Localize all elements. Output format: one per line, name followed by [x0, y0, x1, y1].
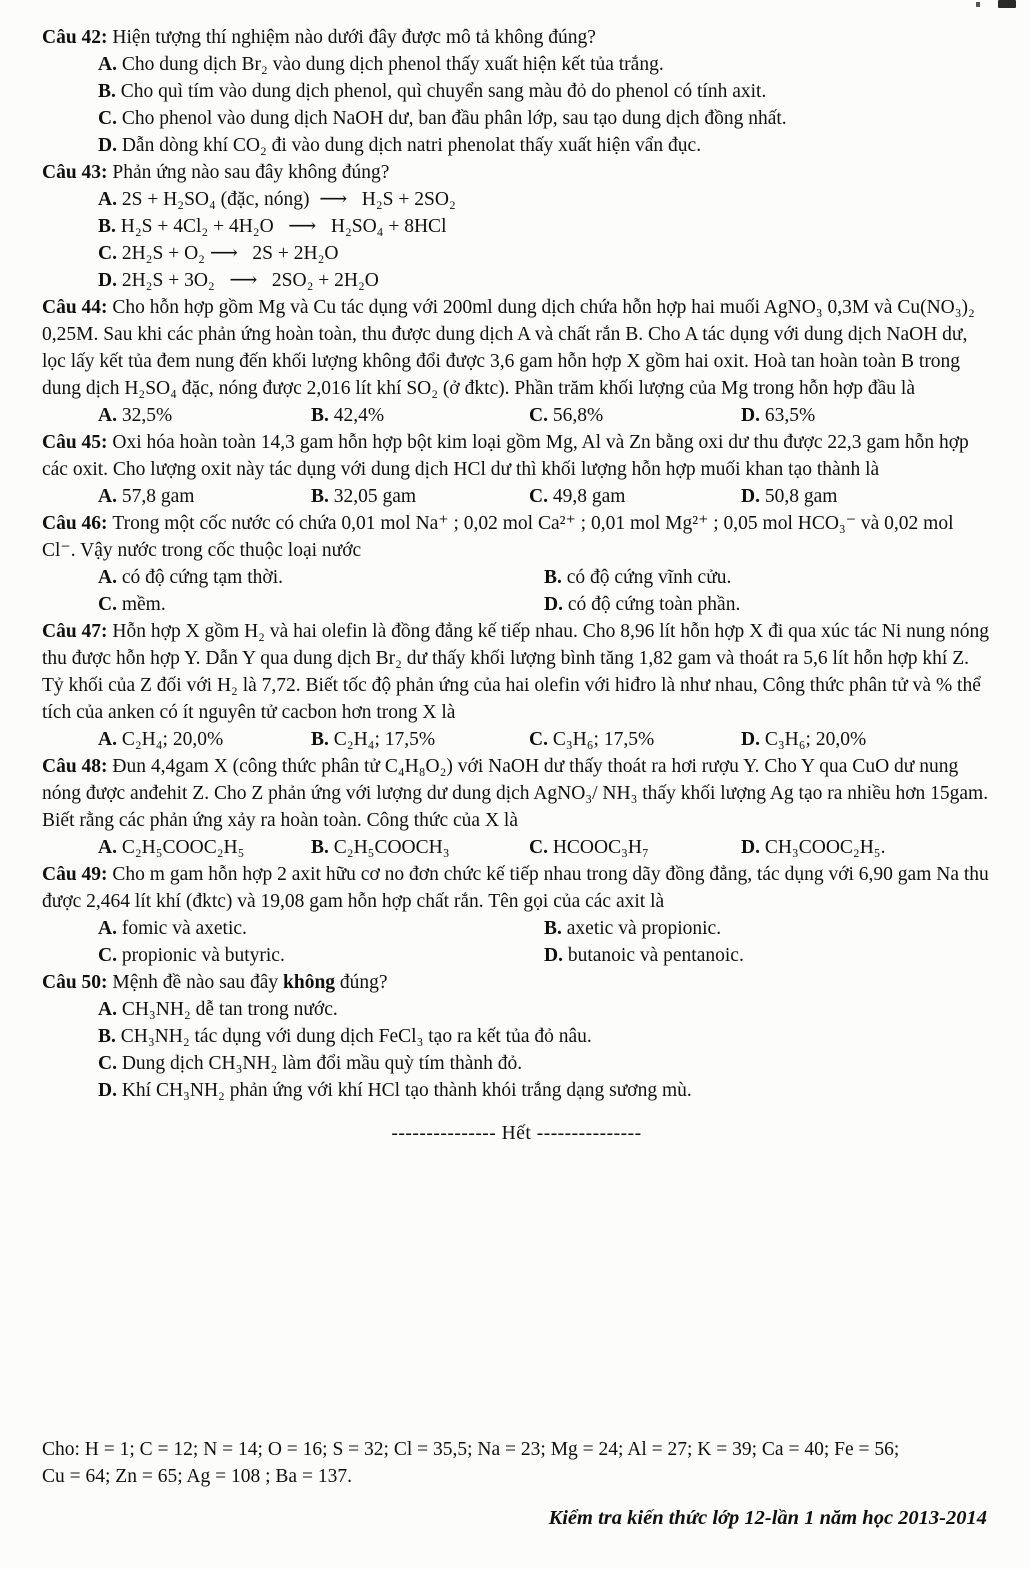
option-b — [311, 483, 529, 510]
option-text: 2H₂S + O₂ ⟶ 2S + 2H₂O — [121, 243, 339, 264]
option-text: 63,5% — [764, 405, 816, 426]
option-letter: A. — [98, 999, 122, 1020]
option-letter: A. — [98, 189, 122, 210]
option-letter: C. — [529, 405, 553, 426]
option-b — [311, 726, 529, 753]
option-letter: A. — [98, 837, 122, 858]
option-text: có độ cứng tạm thời. — [121, 567, 283, 588]
option-text: 49,8 gam — [552, 486, 626, 507]
option-text: C₂H₄; 20,0% — [121, 729, 224, 750]
option-text: Cho dung dịch Br₂ vào dung dịch phenol thấy xuất hiện kết tủa trắng. — [121, 54, 664, 75]
question-48 — [42, 753, 991, 861]
option-text: CH₃COOC₂H₅. — [764, 837, 886, 858]
option-letter: B. — [98, 81, 121, 102]
option-a — [98, 915, 544, 942]
question-49 — [42, 861, 991, 969]
options — [98, 996, 991, 1104]
option-c — [529, 483, 741, 510]
option-letter: C. — [98, 1053, 122, 1074]
option-letter: C. — [529, 837, 553, 858]
end-marker: --------------- Hết --------------- — [391, 1123, 642, 1144]
option-letter: B. — [311, 837, 334, 858]
option-text: HCOOC₃H₇ — [552, 837, 649, 858]
option-b — [544, 915, 991, 942]
question-label: Câu 43: — [42, 162, 113, 183]
options — [98, 402, 991, 429]
option-letter: B. — [98, 1026, 121, 1047]
atomic-masses-line1: Cho: H = 1; C = 12; N = 14; O = 16; S = 32; Cl = 35,5; Na = 23; Mg = 24; Al = 27; K = 39; Ca = 40; Fe = 56; — [42, 1439, 900, 1460]
option-text: Khí CH₃NH₂ phản ứng với khí HCl tạo thành khói trắng dạng sương mù. — [121, 1080, 692, 1101]
question-43 — [42, 159, 991, 294]
question-stem — [42, 294, 991, 402]
option-letter: C. — [98, 945, 122, 966]
question-50 — [42, 969, 991, 1104]
option-letter: A. — [98, 567, 122, 588]
question-stem — [42, 24, 991, 51]
option-letter: B. — [311, 405, 334, 426]
option-text: CH₃NH₂ dễ tan trong nước. — [121, 999, 338, 1020]
option-d — [741, 483, 991, 510]
option-letter: A. — [98, 729, 122, 750]
option-b — [98, 78, 991, 105]
question-label: Câu 50: — [42, 972, 113, 993]
option-letter: C. — [98, 594, 122, 615]
option-letter: D. — [544, 945, 568, 966]
option-letter: D. — [544, 594, 568, 615]
option-c — [529, 834, 741, 861]
option-letter: D. — [98, 270, 122, 291]
option-letter: B. — [311, 486, 334, 507]
question-44 — [42, 294, 991, 429]
option-a — [98, 186, 991, 213]
option-text: 2S + H₂SO₄ (đặc, nóng) ⟶ H₂S + 2SO₂ — [121, 189, 456, 210]
option-text: Cho phenol vào dung dịch NaOH dư, ban đầu phân lớp, sau tạo dung dịch đồng nhất. — [121, 108, 787, 129]
question-stem — [42, 618, 991, 726]
question-label: Câu 45: — [42, 432, 113, 453]
option-d — [98, 132, 991, 159]
question-42 — [42, 24, 991, 159]
option-a — [98, 726, 311, 753]
stem-text: Hỗn hợp X gồm H₂ và hai olefin là đồng đẳng kế tiếp nhau. Cho 8,96 lít hỗn hợp X đi qua xúc tác Ni nung nóng thu được hỗn hợp Y. Dẫn Y qua dung dịch Br₂ dư thấy khối lượng bình tăng 1,82 gam và thoát ra 5,6 lít hỗn hợp khí Z. Tỷ khối của Z đối với H₂ là 7,72. Biết tốc độ phản ứng của hai olefin với hiđro là như nhau, Công thức phân tử và % thể tích của anken có ít nguyên tử cacbon hơn trong X là — [42, 621, 990, 723]
stem-text: Đun 4,4gam X (công thức phân tử C₄H₈O₂) với NaOH dư thấy thoát ra hơi rượu Y. Cho Y qua CuO dư nung nóng được anđehit Z. Cho Z phản ứng với lượng dư dung dịch AgNO₃/ NH₃ thấy khối lượng Ag tạo ra nhiều hơn 15gam. Biết rằng các phản ứng xảy ra hoàn toàn. Công thức của X là — [42, 756, 989, 831]
option-letter: D. — [98, 135, 122, 156]
option-letter: D. — [741, 405, 765, 426]
option-a — [98, 402, 311, 429]
option-text: Dẫn dòng khí CO₂ đi vào dung dịch natri phenolat thấy xuất hiện vẩn đục. — [121, 135, 702, 156]
atomic-masses — [42, 1436, 992, 1490]
question-label: Câu 48: — [42, 756, 113, 777]
option-text: fomic và axetic. — [121, 918, 247, 939]
stem-text: Cho m gam hỗn hợp 2 axit hữu cơ no đơn chức kế tiếp nhau trong dãy đồng đẳng, tác dụng với 6,90 gam Na thu được 2,464 lít khí (đktc) và 19,08 gam hỗn hợp chất rắn. Tên gọi của các axit là — [42, 864, 989, 912]
options — [98, 51, 991, 159]
option-d — [741, 834, 991, 861]
options — [98, 564, 991, 618]
question-label: Câu 49: — [42, 864, 113, 885]
option-b — [311, 402, 529, 429]
scan-smudge — [998, 0, 1016, 8]
option-text: có độ cứng toàn phần. — [567, 594, 741, 615]
option-letter: C. — [98, 243, 122, 264]
question-label: Câu 42: — [42, 27, 113, 48]
option-text: C₂H₄; 17,5% — [333, 729, 436, 750]
option-text: H₂S + 4Cl₂ + 4H₂O ⟶ H₂SO₄ + 8HCl — [120, 216, 447, 237]
question-47 — [42, 618, 991, 753]
option-d — [544, 942, 991, 969]
option-text: 2H₂S + 3O₂ ⟶ 2SO₂ + 2H₂O — [121, 270, 379, 291]
option-d — [544, 591, 991, 618]
option-text: C₃H₆; 20,0% — [764, 729, 867, 750]
option-text: 32,05 gam — [333, 486, 417, 507]
option-a — [98, 564, 544, 591]
option-a — [98, 483, 311, 510]
scan-dot — [976, 2, 980, 7]
question-stem — [42, 969, 991, 996]
option-c — [98, 105, 991, 132]
question-stem — [42, 753, 991, 834]
option-b — [311, 834, 529, 861]
options — [98, 726, 991, 753]
stem-text: Mệnh đề nào sau đây — [112, 972, 283, 993]
option-letter: D. — [741, 837, 765, 858]
question-label: Câu 47: — [42, 621, 113, 642]
option-text: C₃H₆; 17,5% — [552, 729, 655, 750]
option-a — [98, 834, 311, 861]
option-c — [98, 240, 991, 267]
option-text: có độ cứng vĩnh cửu. — [566, 567, 732, 588]
questions — [42, 24, 991, 1104]
option-b — [98, 213, 991, 240]
question-46 — [42, 510, 991, 618]
footer-note: Kiểm tra kiến thức lớp 12-lần 1 năm học 2013-2014 — [548, 1507, 987, 1529]
option-text: CH₃NH₂ tác dụng với dung dịch FeCl₃ tạo ra kết tủa đỏ nâu. — [120, 1026, 592, 1047]
stem-text: Oxi hóa hoàn toàn 14,3 gam hỗn hợp bột kim loại gồm Mg, Al và Zn bằng oxi dư thu được 22,3 gam hỗn hợp các oxit. Cho lượng oxit này tác dụng với dung dịch HCl dư thì khối lượng hỗn hợp muối khan tạo thành là — [42, 432, 969, 480]
question-stem — [42, 861, 991, 915]
option-d — [98, 1077, 991, 1104]
option-letter: C. — [529, 729, 553, 750]
question-label: Câu 46: — [42, 513, 113, 534]
option-text: mềm. — [121, 594, 166, 615]
option-text: 42,4% — [333, 405, 385, 426]
stem-text: Phản ứng nào sau đây không đúng? — [112, 162, 390, 183]
option-text: 50,8 gam — [764, 486, 838, 507]
scan-artifact — [976, 0, 1018, 9]
option-text: 56,8% — [552, 405, 604, 426]
option-c — [98, 591, 544, 618]
option-letter: B. — [544, 567, 567, 588]
option-letter: C. — [98, 108, 122, 129]
option-letter: C. — [529, 486, 553, 507]
option-letter: D. — [98, 1080, 122, 1101]
option-d — [741, 402, 991, 429]
option-c — [529, 402, 741, 429]
option-b — [98, 1023, 991, 1050]
option-text: butanoic và pentanoic. — [567, 945, 744, 966]
question-45 — [42, 429, 991, 510]
option-letter: A. — [98, 918, 122, 939]
options — [98, 834, 991, 861]
option-text: propionic và butyric. — [121, 945, 285, 966]
option-text: C₂H₅COOCH₃ — [333, 837, 450, 858]
option-d — [98, 267, 991, 294]
option-c — [529, 726, 741, 753]
option-d — [741, 726, 991, 753]
option-b — [544, 564, 991, 591]
option-c — [98, 942, 544, 969]
stem-text: Trong một cốc nước có chứa 0,01 mol Na⁺ ; 0,02 mol Ca²⁺ ; 0,01 mol Mg²⁺ ; 0,05 mol HCO₃⁻ và 0,02 mol Cl⁻. Vậy nước trong cốc thuộc loại nước — [42, 513, 954, 561]
stem-text: Cho hỗn hợp gồm Mg và Cu tác dụng với 200ml dung dịch chứa hỗn hợp hai muối AgNO₃ 0,3M và Cu(NO₃)₂ 0,25M. Sau khi các phản ứng hoàn toàn, thu được dung dịch A và chất rắn B. Cho A tác dụng với dung dịch NaOH dư, lọc lấy kết tủa đem nung đến khối lượng không đổi được 3,6 gam hỗn hợp X gồm hai oxit. Hoà tan hoàn toàn B trong dung dịch H₂SO₄ đặc, nóng được 2,016 lít khí SO₂ (ở đktc). Phần trăm khối lượng của Mg trong hỗn hợp đầu là — [42, 297, 975, 399]
option-letter: A. — [98, 54, 122, 75]
option-a — [98, 51, 991, 78]
stem-text: không — [283, 972, 336, 993]
option-text: Cho quì tím vào dung dịch phenol, quì chuyển sang màu đỏ do phenol có tính axit. — [120, 81, 767, 102]
option-letter: D. — [741, 486, 765, 507]
option-letter: B. — [311, 729, 334, 750]
stem-text: đúng? — [335, 972, 388, 993]
question-stem — [42, 510, 991, 564]
option-text: axetic và propionic. — [566, 918, 722, 939]
option-text: C₂H₅COOC₂H₅ — [121, 837, 245, 858]
option-a — [98, 996, 991, 1023]
option-letter: A. — [98, 486, 122, 507]
option-text: 32,5% — [121, 405, 173, 426]
option-text: Dung dịch CH₃NH₂ làm đổi mầu quỳ tím thành đỏ. — [121, 1053, 523, 1074]
option-text: 57,8 gam — [121, 486, 195, 507]
question-label: Câu 44: — [42, 297, 113, 318]
option-letter: B. — [544, 918, 567, 939]
options — [98, 186, 991, 294]
options — [98, 915, 991, 969]
option-letter: D. — [741, 729, 765, 750]
atomic-masses-line2: Cu = 64; Zn = 65; Ag = 108 ; Ba = 137. — [42, 1466, 352, 1487]
question-stem — [42, 159, 991, 186]
option-c — [98, 1050, 991, 1077]
stem-text: Hiện tượng thí nghiệm nào dưới đây được mô tả không đúng? — [112, 27, 596, 48]
option-letter: B. — [98, 216, 121, 237]
question-stem — [42, 429, 991, 483]
option-letter: A. — [98, 405, 122, 426]
options — [98, 483, 991, 510]
